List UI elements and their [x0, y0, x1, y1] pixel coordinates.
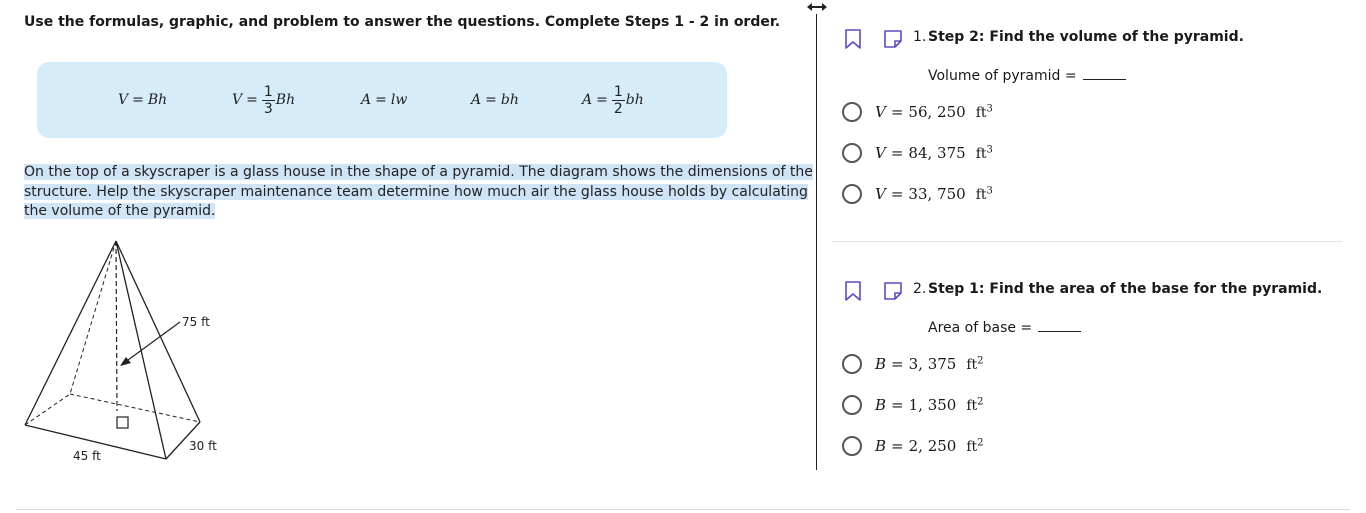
option-var: V [875, 185, 886, 203]
pyramid-diagram [0, 228, 240, 468]
answer-blank [1038, 319, 1081, 332]
option-exponent: 3 [986, 144, 993, 156]
prompt-text: Area of base = [928, 320, 1033, 336]
bookmark-icon[interactable] [844, 28, 862, 50]
option-unit: ft [966, 357, 978, 373]
answer-option[interactable] [842, 393, 984, 417]
option-unit: ft [975, 105, 987, 121]
option-label: B = 3, 375 $ft^2$ [875, 355, 984, 373]
fraction-numerator: 1 [263, 83, 273, 100]
formula-volume-pyramid: V = $\frac{1}{3}$ Bh [232, 83, 296, 117]
option-value: 1, 350 [908, 396, 957, 414]
radio-button[interactable] [842, 143, 862, 163]
fraction-denominator: 3 [263, 100, 273, 117]
question-title: Step 2: Find the volume of the pyramid. [928, 29, 1244, 45]
answer-blank [1083, 67, 1126, 80]
bookmark-icon[interactable] [844, 280, 862, 302]
formula-rhs: bh [625, 92, 644, 108]
option-var: B [875, 437, 887, 455]
answer-option[interactable] [842, 141, 993, 165]
question-prompt [928, 319, 1081, 336]
option-label: B = 2, 250 $ft^2$ [875, 437, 984, 455]
option-value: 2, 250 [908, 437, 957, 455]
option-var: V [875, 144, 886, 162]
prompt-text: Volume of pyramid = [928, 68, 1077, 84]
question-number: 1. [913, 29, 927, 45]
hidden-edge [25, 394, 70, 425]
right-angle-marker [117, 417, 128, 428]
option-var: V [875, 103, 886, 121]
option-unit: ft [975, 187, 987, 203]
formula-area-triangle: A = $\frac{1}{2}$ bh [582, 83, 644, 117]
question-title: Step 1: Find the area of the base for the pyramid. [928, 281, 1323, 297]
option-var: B [875, 355, 887, 373]
option-exponent: 3 [986, 185, 993, 197]
formula-area-rectangle: A = lw [361, 92, 408, 108]
formula-lhs: V [118, 92, 129, 108]
length-label: 45 ft [73, 449, 101, 463]
option-value: 56, 250 [908, 103, 966, 121]
hidden-edge [70, 394, 200, 422]
formula-rhs: Bh [147, 92, 168, 108]
option-label: B = 1, 350 $ft^2$ [875, 396, 984, 414]
formula-lhs: A [471, 92, 482, 108]
formula-box [37, 62, 727, 138]
fraction-denominator: 2 [613, 100, 623, 117]
option-label: V = 56, 250 $ft^3$ [875, 103, 993, 121]
fraction-numerator: 1 [613, 83, 623, 100]
instructions: Use the formulas, graphic, and problem to answer the questions. Complete Steps 1 - 2 in order. [24, 14, 781, 30]
note-icon[interactable] [882, 280, 904, 302]
question-separator [832, 241, 1342, 242]
answer-option[interactable] [842, 100, 993, 124]
resize-horizontal-icon[interactable] [806, 0, 828, 14]
option-unit: ft [966, 439, 978, 455]
fraction [612, 84, 625, 117]
answer-option[interactable] [842, 434, 984, 458]
radio-button[interactable] [842, 354, 862, 374]
fraction [262, 84, 275, 117]
option-exponent: 3 [986, 103, 993, 115]
radio-button[interactable] [842, 395, 862, 415]
formula-rhs: lw [390, 92, 408, 108]
radio-button[interactable] [842, 436, 862, 456]
width-label: 30 ft [189, 439, 217, 453]
right-pane [832, 0, 1352, 500]
question-prompt [928, 67, 1126, 84]
option-value: 84, 375 [908, 144, 966, 162]
option-exponent: 2 [977, 437, 984, 449]
formula-rhs: bh [500, 92, 519, 108]
formula-volume-prism: V = Bh [118, 92, 168, 108]
problem-text-highlight: On the top of a skyscraper is a glass house in the shape of a pyramid. The diagram shows the dimensions of the structure. Help the skyscraper maintenance team determine how much air the glass house holds by calculating the volume of the pyramid. [24, 164, 813, 219]
radio-button[interactable] [842, 102, 862, 122]
option-value: 33, 750 [908, 185, 966, 203]
option-unit: ft [966, 398, 978, 414]
height-line [116, 241, 117, 411]
option-exponent: 2 [977, 355, 984, 367]
formula-area-parallelogram: A = bh [471, 92, 519, 108]
problem-text [24, 163, 814, 222]
option-var: B [875, 396, 887, 414]
bottom-divider [16, 509, 1350, 510]
formula-lhs: A [361, 92, 372, 108]
hidden-edge [70, 241, 116, 394]
answer-option[interactable] [842, 182, 993, 206]
lateral-edge [116, 241, 200, 422]
option-value: 3, 375 [908, 355, 957, 373]
option-unit: ft [975, 146, 987, 162]
pane-divider[interactable] [816, 14, 817, 470]
formula-rhs: Bh [275, 92, 296, 108]
option-label: V = 33, 750 $ft^3$ [875, 185, 993, 203]
option-exponent: 2 [977, 396, 984, 408]
formula-lhs: V [232, 92, 243, 108]
pointer-arrow [124, 322, 180, 363]
note-icon[interactable] [882, 28, 904, 50]
lateral-edge [25, 241, 116, 425]
formula-lhs: A [582, 92, 593, 108]
question-number: 2. [913, 281, 927, 297]
answer-option[interactable] [842, 352, 984, 376]
option-label: V = 84, 375 $ft^3$ [875, 144, 993, 162]
radio-button[interactable] [842, 184, 862, 204]
height-label: 75 ft [182, 315, 210, 329]
